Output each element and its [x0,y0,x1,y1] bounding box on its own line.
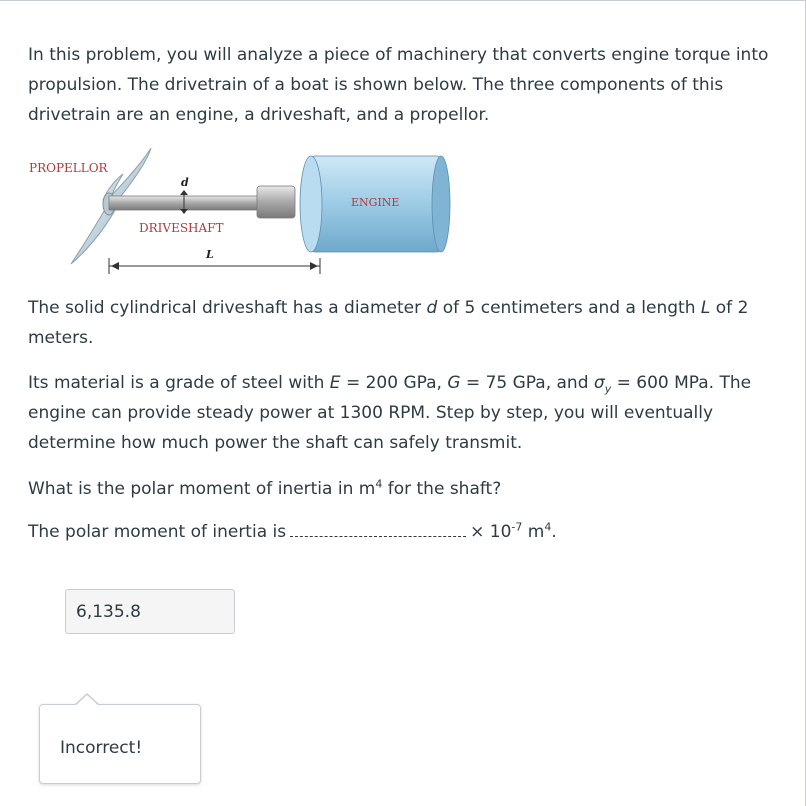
diameter-label: d [181,176,189,189]
length-label: L [206,248,214,261]
driveshaft [109,186,295,218]
feedback-popup [39,704,201,784]
engine-label: ENGINE [351,196,400,209]
propellor-label: PROPELLOR [29,161,108,175]
top-border [0,0,806,1]
shaft-paragraph: The solid cylindrical driveshaft has a diameter d of 5 centimeters and a length L of 2 meters. [28,298,749,348]
feedback-text: Incorrect! [60,738,143,758]
intro-paragraph: In this problem, you will analyze a piece of machinery that converts engine torque into propulsion. The drivetrain of a boat is shown below. The three components of this drivetrain are an engine, a driveshaft, and a propellor. [28,45,769,125]
question-prompt: What is the polar moment of inertia in $m^4$ for the shaft? [28,477,502,499]
feedback-caret-inner [75,695,99,706]
answer-blank[interactable] [290,522,466,537]
length-dimension [109,258,320,274]
answer-input[interactable]: 6,135.8 [65,589,235,634]
fill-in-sentence: The polar moment of inertia is × $10^{-7}$ $m^4$. [28,520,557,542]
material-paragraph: Its material is a grade of steel with E = 200 GPa, G = 75 GPa, and $\sigma_y = 600$ MPa. The engine can provide steady power at 1300 RPM. Step by step, you will eventually determine how much power the shaft can safely transmit. [28,373,752,453]
drivetrain-figure [27,140,457,280]
driveshaft-label: DRIVESHAFT [139,221,224,235]
